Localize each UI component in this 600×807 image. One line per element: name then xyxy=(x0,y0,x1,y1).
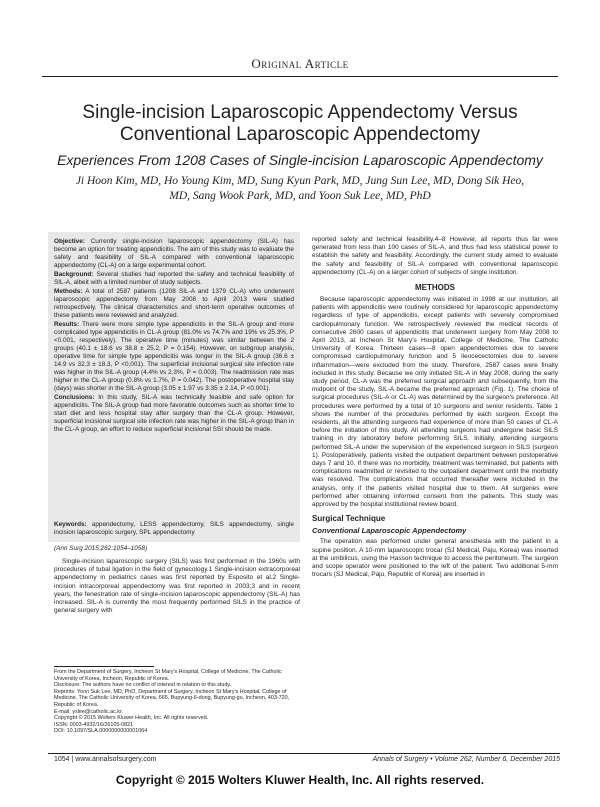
intro-paragraph: Single-incision laparoscopic surgery (SILS) was first performed in the 1960s with procedures of tubal ligation in the field of gynecology.1 Single-incision extracorporeal appendectomy in pediatrics cases was first reported by Esposito et al.2 Single-incision intracorporeal appendectomy was first reported in 2003;3 and in recent years, the fenestration rate of single-incision laparoscopic appendectomy (SIL-A) has increased. SIL-A is currently the most frequently performed SILS in the practice of general surgery with xyxy=(54,558,300,615)
footnote: From the Department of Surgery, Incheon St Mary's Hospital, College of Medicine, The Catholic University of Korea, Incheon, Republic of Korea. xyxy=(54,669,282,682)
citation: (Ann Surg 2015;262:1054–1058) xyxy=(54,545,148,552)
footnote: Reprints: Yoon Suk Lee, MD, PhD, Department of Surgery, Incheon St Mary's Hospital, College of Medicine, The Catholic University of Korea, 665, Bupyung-6-dong, Bupyung-gu, Incheon, 403-720, Republic of Korea. xyxy=(54,688,290,708)
section-label: Original Article xyxy=(251,56,349,71)
abstract-background xyxy=(54,271,294,287)
abstract-methods xyxy=(54,288,294,320)
article-title: Single-incision Laparoscopic Appendectomy Versus Conventional Laparoscopic Appendectomy xyxy=(82,102,518,145)
abstract-text: A total of 2587 patients (1208 SIL-A and 1379 CL-A) who underwent laparoscopic appendectomy from May 2008 to April 2013 were studied retrospectively. The clinical characteristics and short-term operative outcomes of these patients were reviewed and analyzed. xyxy=(54,288,294,319)
paragraph: Because laparoscopic appendectomy was initiated in 1998 at our institution, all patients with appendicitis were routinely considered for laparoscopic appendectomy regardless of type of appendicitis, except patients with severely compromised cardiopulmonary function. We retrospectively reviewed the medical records of consecutive 2600 cases of appendicitis that underwent surgery from May 2008 to April 2013, at Incheon St Mary's Hospital, College of Medicine, The Catholic University of Korea. Thirteen cases—8 open appendectomies due to severe compromised cardiopulmonary function and 5 ileocecectomies due to severe inflammation—were excluded from the study. Therefore, 2587 cases were finally included in this study. Because we only initiated SIL-A in May 2008, during the early study period, CL-A was the preferred surgical approach and subsequently, from the midpoint of the study, SIL-A became the preferred approach (Fig. 1). The choice of surgical procedures (SIL-A or CL-A) was determined by the surgeon's preference. All procedures were performed by a total of 10 surgeons and senior residents. Table 1 shows the number of the procedures performed by each surgeon. Except the residents, all the attending surgeons had experience of more than 50 cases of CL-A before the initiation of this study. All attending surgeons had undergone basic SILS training in dry laboratory before performing SILS. Initially, attending surgeons performed SIL-A under the supervision of the experienced surgeon in SILS (surgeon 1). Postoperatively, patients visited the outpatient department between postoperative days 7 and 10. If there was no morbidity, treatment was terminated, but patients with complications readmitted or revisited to the outpatient department until the morbidity was resolved. The complications that occurred thereafter were included in the analysis, only if the patients visited hospital due to them. All surgeries were performed after obtaining informed consent from the patients. This study was approved by the hospital institutional review board. xyxy=(312,296,558,509)
surgical-technique-heading: Surgical Technique xyxy=(312,514,386,524)
abstract-label: Results: xyxy=(54,321,80,328)
footer-rule xyxy=(48,753,560,754)
keywords-text: appendectomy, LESS appendectomy, SILS appendectomy, single incision laparoscopic surgery, SPL appendectomy xyxy=(54,521,294,536)
methods-heading: METHODS xyxy=(415,283,455,293)
cla-heading: Conventional Laparoscopic Appendectomy xyxy=(312,526,467,536)
abstract-text: Several studies had reported the safety and technical feasibility of SIL-A, albeit with a limited number of study subjects. xyxy=(54,271,294,286)
footnote: ISSN: 0003-4932/16/26105-0821 xyxy=(54,721,134,728)
abstract-label: Objective: xyxy=(54,238,85,245)
right-column xyxy=(312,236,558,579)
keywords-label: Keywords: xyxy=(54,521,87,528)
keywords xyxy=(54,521,294,538)
author-list: Ji Hoon Kim, MD, Ho Young Kim, MD, Sung Kyun Park, MD, Jung Sun Lee, MD, Dong Sik Heo, MD, Sang Wook Park, MD, and Yoon Suk Lee, MD, PhD xyxy=(75,175,525,202)
footer-page-and-url: 1054 | www.annalsofsurgery.com xyxy=(54,756,157,763)
footnotes xyxy=(54,669,300,735)
footnote: E-mail: yslee@catholic.ac.kr. xyxy=(54,708,123,715)
abstract-label: Background: xyxy=(54,271,94,278)
abstract-conclusions xyxy=(54,394,294,434)
introduction xyxy=(54,558,300,615)
abstract-label: Methods: xyxy=(54,288,83,295)
abstract-objective xyxy=(54,238,294,270)
top-rule xyxy=(42,76,558,77)
abstract-text: There were more simple type appendicitis in the SIL-A group and more complicated type appendicitis in CL-A group (81.0% vs 74.7% and 19% vs 25.3%, P <0.001, respectively). The operative time (minutes) was similar between the 2 groups (40.1 ± 18.6 vs 38.8 ± 25.2, P = 0.154). However, on subgroup analysis, operative time for simple type appendicitis was longer in the SIL-A group (36.6 ± 14.9 vs 32.3 ± 18.3, P <0.001). The superficial incisional surgical site infection rate was higher in the SIL-A group (4.4% vs 2.3%, P = 0.003). The readmission rate was higher in the CL-A group (0.8% vs 1.7%, P = 0.042). The postoperative hospital stay (days) was shorter in the SIL-A group (3.05 ± 1.97 vs 3.35 ± 2.14, P <0.001). xyxy=(54,321,294,392)
abstract-results xyxy=(54,321,294,393)
abstract-text: Currently single-incision laparoscopic appendectomy (SIL-A) has become an option for treating appendicitis. The aim of this study was to evaluate the safety and feasibility of SIL-A compared with conventional laparoscopic appendectomy (CL-A) on a large experimental cohort. xyxy=(54,238,294,269)
abstract-label: Conclusions: xyxy=(54,394,95,401)
abstract-text: In this study, SIL-A was technically feasible and safe option for appendicitis. The SIL-A group had more favorable outcomes such as shorter time to start diet and less hospital stay after surgery than the CL-A group. However, superficial incisional surgical site infection rate was higher in the SIL-A group than in the CL-A group, an effort to reduce superficial incisional SSI should be made. xyxy=(54,394,294,433)
article-subtitle: Experiences From 1208 Cases of Single-incision Laparoscopic Appendectomy xyxy=(57,152,543,168)
footer-journal-info: Annals of Surgery • Volume 262, Number 6, December 2015 xyxy=(372,756,560,763)
paragraph: The operation was performed under general anesthesia with the patient in a supine position. A 10-mm laparoscopic trocar (SJ Medical, Paju, Korea) was inserted at the umbilicus, using the Hasson technique to access the peritoneum. The surgeon and scope operator were positioned to the left of the patient. Two additional 5-mm trocars (SJ Medical, Paju, Republic of Korea) are inserted in xyxy=(312,538,558,579)
footnote: Copyright © 2015 Wolters Kluwer Health, Inc. All rights reserved. xyxy=(54,715,209,722)
copyright-banner: Copyright © 2015 Wolters Kluwer Health, Inc. All rights reserved. xyxy=(115,773,485,787)
footnote: Disclosure: The authors have no conflict of interest in relation to this study. xyxy=(54,682,232,689)
paragraph: reported safety and technical feasibility.4–8 However, all reports thus far were generated from less than 100 cases of SIL-A, and thus had less statistical power to establish the safety and feasibility. Accordingly, the current study aimed to evaluate the safety and feasibility of SIL-A compared with conventional laparoscopic appendectomy (CL-A) on a larger cohort of subjects of single institution. xyxy=(312,236,558,276)
abstract xyxy=(54,238,294,435)
footnote-rule xyxy=(54,666,154,667)
footnote: DOI: 10.1097/SLA.0000000000001064 xyxy=(54,728,148,735)
